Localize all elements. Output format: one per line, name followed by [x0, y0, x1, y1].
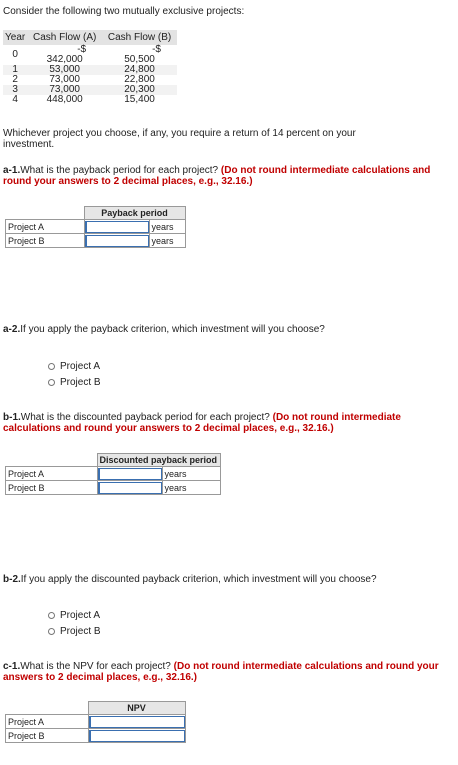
- cash-a-cell: 448,000: [46, 94, 83, 105]
- question-c1-label: c-1.: [3, 661, 21, 672]
- cash-b-cell: 22,800: [124, 74, 155, 85]
- cashflow-header-row: [3, 30, 177, 45]
- header-cash-flow-a: Cash Flow (A): [27, 30, 102, 45]
- npv-header: NPV: [88, 702, 185, 715]
- question-a2-label: a-2.: [3, 324, 21, 335]
- radio-label: Project A: [60, 610, 101, 621]
- payback-a-input[interactable]: [85, 221, 149, 233]
- cash-a-sign: -$: [77, 44, 87, 55]
- cash-b-cell: [102, 45, 177, 65]
- cash-a-cell: 73,000: [27, 85, 102, 95]
- table-row: [6, 234, 186, 248]
- row-label: Project B: [6, 481, 98, 495]
- return-requirement-text: Whichever project you choose, if any, you require a return of 14 percent on your investment.: [3, 128, 356, 150]
- question-a1-note: (Do not round intermediate calculations and round your answers to 2 decimal places, e.g., 32.16.): [3, 165, 431, 187]
- discounted-a-cell: [97, 467, 162, 481]
- discounted-payback-header: Discounted payback period: [97, 454, 220, 467]
- year-cell: 0: [12, 49, 18, 60]
- cash-b-cell: 15,400: [124, 94, 155, 105]
- radio-label: Project B: [60, 377, 101, 388]
- radio-circle-icon: [48, 628, 55, 635]
- question-b1-note: (Do not round intermediate calculations and round your answers to 2 decimal places, e.g., 32.16.): [3, 412, 401, 434]
- intro-text: Consider the following two mutually exclusive projects:: [3, 6, 245, 17]
- radio-circle-icon: [48, 379, 55, 386]
- unit-label: years: [149, 220, 185, 234]
- year-cell: 3: [3, 85, 27, 95]
- question-c1-note: (Do not round intermediate calculations and round your answers to 2 decimal places, e.g., 32.16.): [3, 661, 439, 683]
- radio-b2-project-b[interactable]: [48, 626, 101, 637]
- npv-b-cell: [88, 729, 185, 743]
- table-row: [6, 481, 221, 495]
- unit-label: years: [162, 467, 220, 481]
- row-label: Project B: [6, 234, 85, 248]
- blank-header: [6, 702, 89, 715]
- radio-label: Project B: [60, 626, 101, 637]
- row-label: Project A: [6, 467, 98, 481]
- year-cell: 2: [12, 74, 18, 85]
- header-cash-flow-b: Cash Flow (B): [102, 30, 177, 45]
- payback-a-cell: [84, 220, 149, 234]
- npv-b-input[interactable]: [89, 730, 185, 742]
- cashflow-table: [3, 30, 177, 105]
- year-cell: 1: [3, 65, 27, 75]
- table-row: [6, 220, 186, 234]
- question-a1-label: a-1.: [3, 165, 21, 176]
- cash-b-sign: -$: [152, 44, 161, 55]
- npv-table: [5, 701, 186, 743]
- question-b1: [3, 412, 453, 434]
- header-year: Year: [5, 32, 26, 43]
- cash-a-value: 342,000: [46, 54, 83, 65]
- row-label: Project A: [6, 715, 89, 729]
- table-row: [6, 729, 186, 743]
- payback-header: Payback period: [84, 207, 185, 220]
- radio-a2-project-b[interactable]: [48, 377, 101, 388]
- cash-b-value: 50,500: [124, 54, 155, 65]
- table-row: [3, 45, 177, 65]
- question-a2-text: If you apply the payback criterion, which investment will you choose?: [20, 324, 325, 335]
- cash-b-cell: 20,300: [102, 85, 177, 95]
- npv-a-cell: [88, 715, 185, 729]
- cash-a-cell: 53,000: [27, 65, 102, 75]
- discounted-b-cell: [97, 481, 162, 495]
- radio-circle-icon: [48, 612, 55, 619]
- question-b2: [3, 574, 453, 585]
- blank-header: [6, 454, 98, 467]
- radio-b2-project-a[interactable]: [48, 610, 100, 621]
- radio-label: Project A: [60, 361, 101, 372]
- table-row: [6, 715, 186, 729]
- discounted-payback-b-input[interactable]: [98, 482, 162, 494]
- discounted-payback-table: [5, 453, 221, 495]
- radio-circle-icon: [48, 363, 55, 370]
- discounted-payback-a-input[interactable]: [98, 468, 162, 480]
- cash-a-cell: [27, 45, 102, 65]
- payback-b-input[interactable]: [85, 235, 149, 247]
- question-b1-label: b-1.: [3, 412, 21, 423]
- year-cell: 4: [12, 94, 18, 105]
- question-a1-text: What is the payback period for each project?: [20, 165, 219, 176]
- unit-label: years: [162, 481, 220, 495]
- question-a1: [3, 165, 453, 187]
- npv-a-input[interactable]: [89, 716, 185, 728]
- question-b2-label: b-2.: [3, 574, 21, 585]
- radio-a2-project-a[interactable]: [48, 361, 100, 372]
- payback-table: [5, 206, 186, 248]
- question-a2: [3, 324, 453, 335]
- blank-header: [6, 207, 85, 220]
- table-row: [6, 467, 221, 481]
- cash-b-cell: 24,800: [102, 65, 177, 75]
- row-label: Project A: [6, 220, 85, 234]
- table-row: [3, 95, 177, 105]
- question-b1-text: What is the discounted payback period for each project?: [20, 412, 270, 423]
- question-c1-text: What is the NPV for each project?: [20, 661, 171, 672]
- unit-label: years: [149, 234, 185, 248]
- question-b2-text: If you apply the discounted payback criterion, which investment will you choose?: [20, 574, 377, 585]
- payback-b-cell: [84, 234, 149, 248]
- question-c1: [3, 661, 453, 683]
- cash-a-cell: 73,000: [49, 74, 80, 85]
- row-label: Project B: [6, 729, 89, 743]
